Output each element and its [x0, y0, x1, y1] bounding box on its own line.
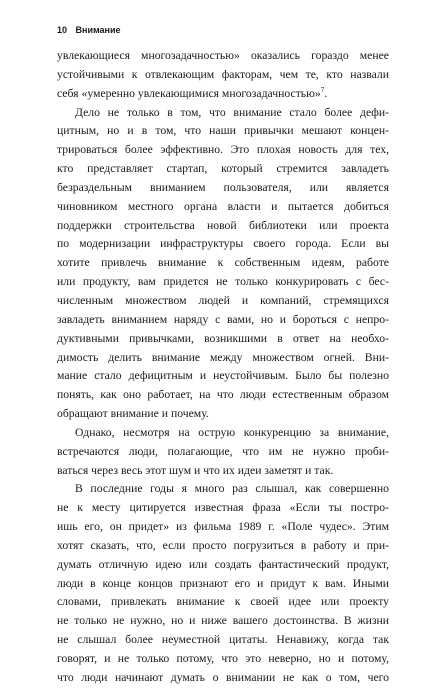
body-text	[57, 47, 389, 688]
text-line	[57, 462, 389, 481]
text-line	[57, 66, 389, 85]
text-line	[57, 537, 389, 556]
line-text: что люди начинают думать о внимании не как о том, чего	[57, 670, 389, 684]
text-line	[57, 443, 389, 462]
line-text: не только не нужно, но и ниже вашего достоинства. В жизни	[57, 614, 389, 628]
line-text: Однако, несмотря на острую конкуренцию за внимание,	[75, 425, 389, 439]
line-text: понять, как оно работает, на что люди естественным образом	[57, 388, 389, 402]
line-text: не к месту цитируется известная фраза «Если ты постро-	[57, 501, 389, 515]
running-head	[57, 25, 121, 35]
line-text: цитным, но и в том, что наши привычки мешают концен-	[57, 124, 389, 138]
paragraph-first-line	[57, 424, 389, 443]
text-line	[57, 85, 389, 104]
line-text: поддержки строительства новой библиотеки или проекта	[57, 218, 389, 232]
line-text: ваться через весь этот шум и что их идеи заметят и так.	[57, 463, 334, 477]
text-line	[57, 650, 389, 669]
line-text: мание стало дефицитным и неустойчивым. Было бы полезно	[57, 369, 389, 383]
text-line	[57, 575, 389, 594]
line-text: безраздельным вниманием пользователя, или является	[57, 180, 389, 194]
text-line	[57, 556, 389, 575]
line-text: дуктивными привычками, возникшими в ответ на необхо-	[57, 331, 389, 345]
text-line	[57, 311, 389, 330]
line-text: обращают внимание и почему.	[57, 407, 209, 421]
page-number: 10	[57, 25, 68, 35]
line-text: себя «умеренно увлекающимися многозадачностью»	[57, 86, 321, 100]
text-line	[57, 235, 389, 254]
line-text: словами, привлекать внимание к своей идее или проекту	[57, 595, 389, 609]
text-line	[57, 405, 389, 424]
line-text: увлекающиеся многозадачностью» оказались гораздо менее	[57, 49, 389, 62]
line-text: или продукту, вам придется не только конкурировать с бес-	[57, 275, 389, 289]
text-line	[57, 254, 389, 273]
chapter-title: Внимание	[75, 25, 121, 35]
line-text: по модернизации инфраструктуры своего города. Если вы	[57, 237, 389, 251]
line-text: Дело не только в том, что внимание стало более дефи-	[75, 105, 389, 119]
text-line	[57, 179, 389, 198]
text-line	[57, 349, 389, 368]
line-text: трироваться более эффективно. Это плохая новость для тех,	[57, 143, 389, 157]
text-line	[57, 198, 389, 217]
text-line	[57, 273, 389, 292]
text-line	[57, 499, 389, 518]
text-line	[57, 160, 389, 179]
line-text: димость делить внимание между множеством огней. Вни-	[57, 350, 389, 364]
paragraph-first-line	[57, 104, 389, 123]
paragraph-first-line	[57, 480, 389, 499]
line-text: ишь его, он придет» из фильма 1989 г. «Поле чудес». Этим	[57, 520, 389, 534]
text-line	[57, 612, 389, 631]
text-line	[57, 141, 389, 160]
line-text: хотят сказать, что, если просто погрузиться в работу и при-	[57, 538, 389, 552]
text-line	[57, 47, 389, 66]
line-text: В последние годы я много раз слышал, как совершенно	[75, 482, 389, 496]
text-line	[57, 593, 389, 612]
line-text: люди в конце концов признают его и придут к вам. Иными	[57, 576, 389, 590]
text-line	[57, 518, 389, 537]
text-line	[57, 386, 389, 405]
text-line	[57, 122, 389, 141]
line-text: чиновником местного органа власти и пытается добиться	[57, 199, 389, 213]
line-text: завладеть вниманием наряду с вами, но и бороться с непро-	[57, 312, 389, 326]
line-text: кто представляет стартап, который стремится завладеть	[57, 162, 389, 176]
line-text: численным множеством людей и компаний, стремящихся	[57, 293, 389, 307]
line-text: встречаются люди, полагающие, что им не нужно проби-	[57, 444, 389, 458]
text-line	[57, 367, 389, 386]
line-text: хотите привлечь внимание к собственным идеям, работе	[57, 256, 389, 270]
text-line	[57, 292, 389, 311]
text-line	[57, 217, 389, 236]
line-tail: .	[324, 86, 328, 100]
line-text: не слышал более неуместной цитаты. Ненавижу, когда так	[57, 633, 389, 647]
footnote-ref[interactable]: 7	[320, 85, 325, 94]
line-text: думать отличную идею или создать фантастический продукт,	[57, 557, 389, 571]
line-text: устойчивыми к отвлекающим факторам, чем те, кто назвали	[57, 67, 389, 81]
text-line	[57, 330, 389, 349]
text-line	[57, 669, 389, 688]
text-line	[57, 631, 389, 650]
line-text: говорят, и не только потому, что это неверно, но и потому,	[57, 652, 389, 665]
